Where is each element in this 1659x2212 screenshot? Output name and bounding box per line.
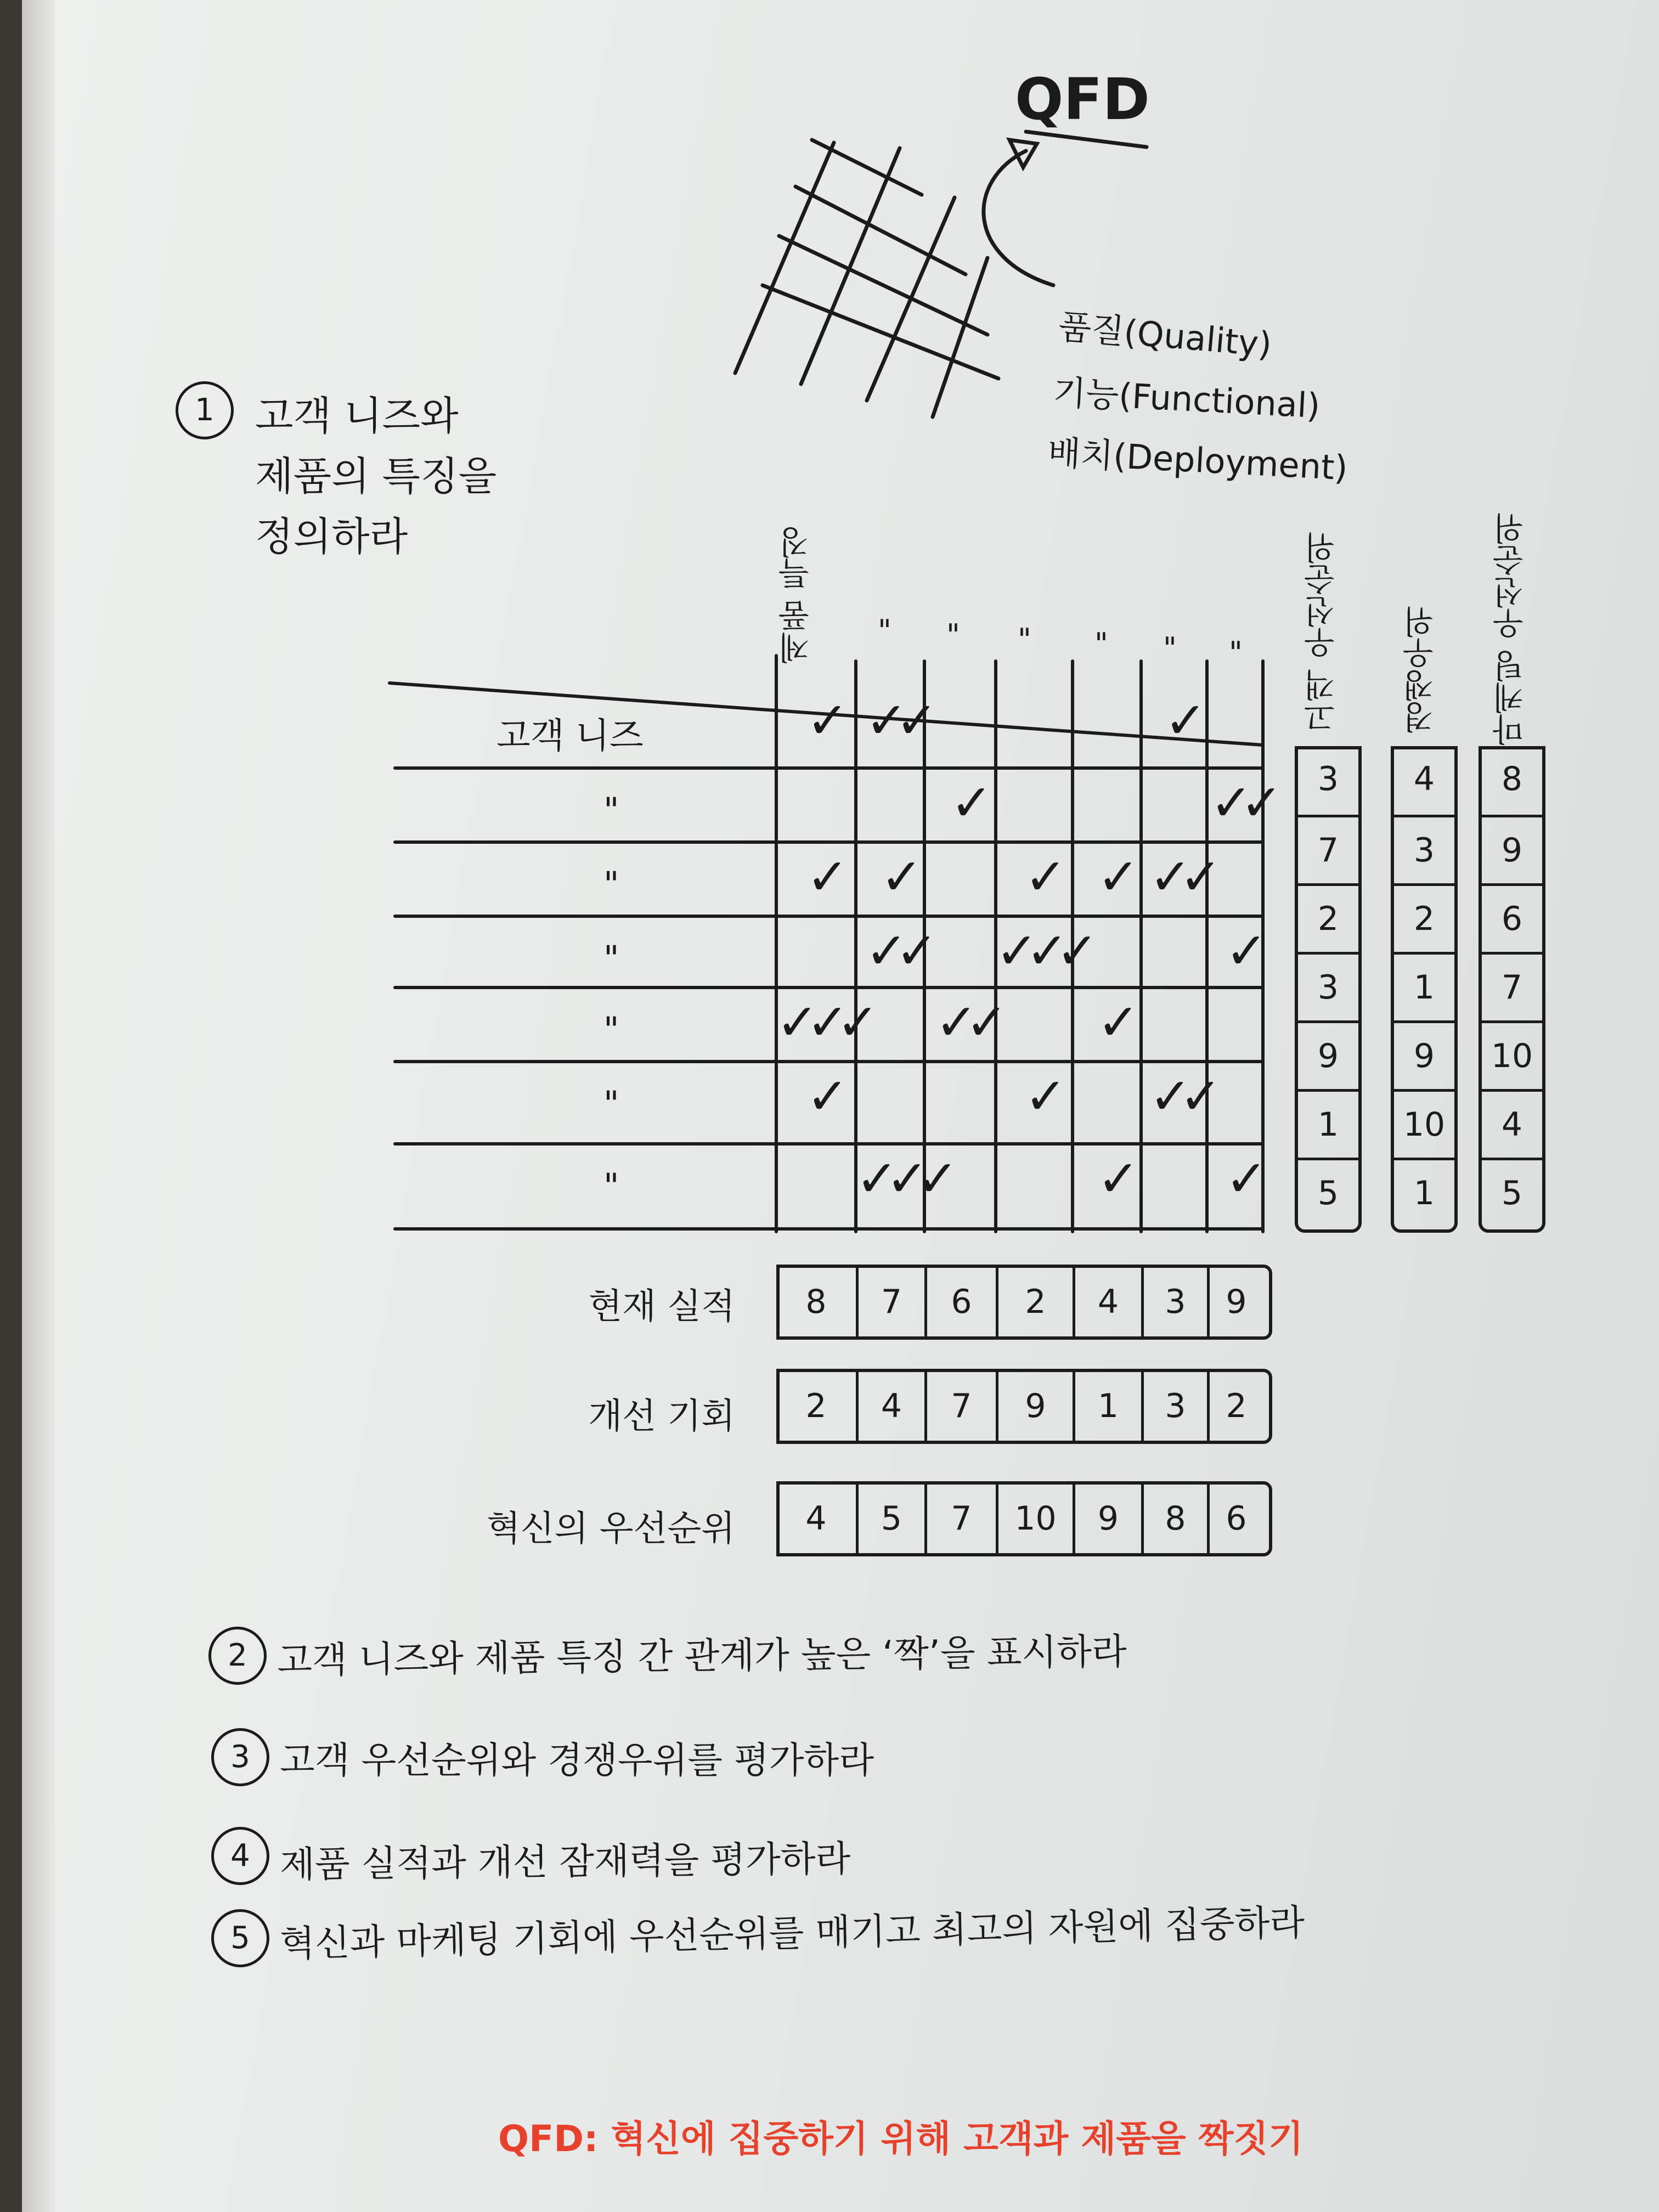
figure-caption: QFD: 혁신에 집중하기 위해 고객과 제품을 짝짓기 [498,2118,1304,2160]
matrix-check-mark: ✓✓ [1149,848,1210,906]
bottom-row-value: 7 [924,1481,996,1556]
side-column-value: 7 [1479,952,1545,1020]
matrix-check-mark: ✓ [806,848,837,906]
matrix-check-mark: ✓ [1024,848,1055,906]
qfd-functional-label: 기능(Functional) [1052,372,1322,426]
side-column-value: 5 [1479,1158,1545,1226]
bottom-row-value: 3 [1141,1369,1207,1444]
bottom-row-value: 2 [1207,1369,1263,1444]
matrix-check-mark: ✓✓ [865,922,926,980]
step-5-text: 혁신과 마케팅 기회에 우선순위를 매기고 최고의 자원에 집중하라 [279,1901,1305,1965]
side-column-header-competitive-advantage: 경쟁우위 [1402,606,1440,733]
side-column-value: 1 [1391,952,1458,1020]
step-1-line-2: 제품의 특징을 [255,453,497,499]
matrix-row-label-first: 고객 니즈 [496,716,644,757]
side-column-value: 6 [1479,883,1545,952]
matrix-row-label-ditto: " [603,790,619,830]
bottom-row-label-innovation-priority: 혁신의 우선순위 [486,1509,735,1549]
bottom-row-value: 4 [856,1369,924,1444]
matrix-check-mark: ✓ [1097,848,1128,906]
side-column-value: 8 [1501,760,1523,798]
side-column-value: 3 [1391,815,1458,883]
side-column-value: 3 [1295,952,1362,1020]
matrix-row-label-ditto: " [603,1166,619,1206]
side-column-value: 3 [1317,760,1339,798]
matrix-check-mark: ✓ [880,848,911,906]
step-4-text: 제품 실적과 개선 잠재력을 평가하라 [279,1837,851,1886]
matrix-column-header-ditto: " [946,618,960,652]
matrix-check-mark: ✓ [1024,1067,1055,1126]
book-page [22,0,1659,2212]
matrix-row-label-ditto: " [603,1009,619,1049]
bottom-row-label-current-performance: 현재 실적 [588,1286,735,1327]
matrix-check-mark: ✓ [1225,1149,1256,1208]
step-1-line-1: 고객 니즈와 [255,393,459,439]
bottom-row-value: 4 [805,1499,827,1538]
matrix-column-header-ditto: " [1094,627,1108,661]
bottom-row-value: 9 [1073,1481,1141,1556]
bottom-row-value: 5 [856,1481,924,1556]
matrix-column-header-ditto: " [1163,631,1177,665]
matrix-check-mark: ✓✓ [935,993,996,1052]
bottom-row-value: 7 [924,1369,996,1444]
matrix-check-mark: ✓ [1225,922,1256,980]
side-column-value: 9 [1391,1020,1458,1089]
side-column-value: 4 [1479,1089,1545,1158]
side-column-value: 10 [1479,1020,1545,1089]
bottom-row-label-improvement-opportunity: 개선 기회 [588,1396,735,1437]
step-4-number: 4 [211,1827,269,1885]
step-3-text: 고객 우선순위와 경쟁우위를 평가하라 [280,1739,874,1781]
step-1-number: 1 [176,381,234,439]
side-column-value: 5 [1295,1158,1362,1226]
step-1-line-3: 정의하라 [255,514,408,560]
matrix-check-mark: ✓✓✓ [856,1149,947,1208]
matrix-column-header-ditto: " [1018,622,1031,657]
step-3-number: 3 [211,1728,269,1786]
matrix-row-label-ditto: " [603,938,619,978]
matrix-check-mark: ✓✓ [1149,1067,1210,1126]
bottom-row-value: 10 [996,1481,1073,1556]
side-column-header-customer-priority: 고객 우선순위 [1304,532,1341,733]
matrix-row-label-ditto: " [603,864,619,904]
matrix-check-mark: ✓✓ [1210,774,1271,832]
bottom-row-value: 4 [1073,1265,1141,1340]
bottom-row-value: 8 [1141,1481,1207,1556]
matrix-check-mark: ✓ [806,1067,837,1126]
bottom-row-value: 8 [805,1283,827,1321]
side-column-value: 2 [1295,883,1362,952]
matrix-check-mark: ✓ [950,774,981,832]
matrix-column-header-ditto: " [1229,635,1243,670]
side-column-value: 1 [1391,1158,1458,1226]
bottom-row-value: 6 [1207,1481,1263,1556]
matrix-column-header-ditto: " [878,613,891,648]
matrix-check-mark: ✓ [1097,1149,1128,1208]
qfd-quality-label: 품질(Quality) [1057,306,1273,365]
bottom-row-value: 1 [1073,1369,1141,1444]
qfd-deployment-label: 배치(Deployment) [1046,432,1349,488]
side-column-value: 7 [1295,815,1362,883]
qfd-title: QFD [1015,66,1150,133]
bottom-row-value: 6 [924,1265,996,1340]
matrix-check-mark: ✓ [1097,993,1128,1052]
step-2-number: 2 [208,1627,267,1685]
side-column-value: 1 [1295,1089,1362,1158]
step-5-number: 5 [211,1909,269,1967]
matrix-check-mark: ✓ [806,691,837,750]
side-column-header-marketing-priority: 마케팅 우선순위 [1492,513,1530,746]
side-column-value: 9 [1295,1020,1362,1089]
step-2-text: 고객 니즈와 제품 특징 간 관계가 높은 ‘짝’을 표시하라 [276,1630,1127,1682]
bottom-row-value: 2 [996,1265,1073,1340]
side-column-value: 9 [1479,815,1545,883]
matrix-row-label-ditto: " [603,1084,619,1124]
bottom-row-value: 7 [856,1265,924,1340]
matrix-check-mark: ✓✓✓ [776,993,867,1052]
matrix-column-header-first: 제품 특징 [778,527,815,664]
bottom-row-value: 2 [805,1387,827,1425]
side-column-value: 10 [1391,1089,1458,1158]
bottom-row-value: 3 [1141,1265,1207,1340]
matrix-check-mark: ✓✓✓ [996,922,1087,980]
matrix-check-mark: ✓✓ [865,691,926,750]
side-column-value: 2 [1391,883,1458,952]
bottom-row-value: 9 [1207,1265,1263,1340]
matrix-check-mark: ✓ [1164,691,1195,750]
bottom-row-value: 9 [996,1369,1073,1444]
side-column-value: 4 [1413,760,1435,798]
